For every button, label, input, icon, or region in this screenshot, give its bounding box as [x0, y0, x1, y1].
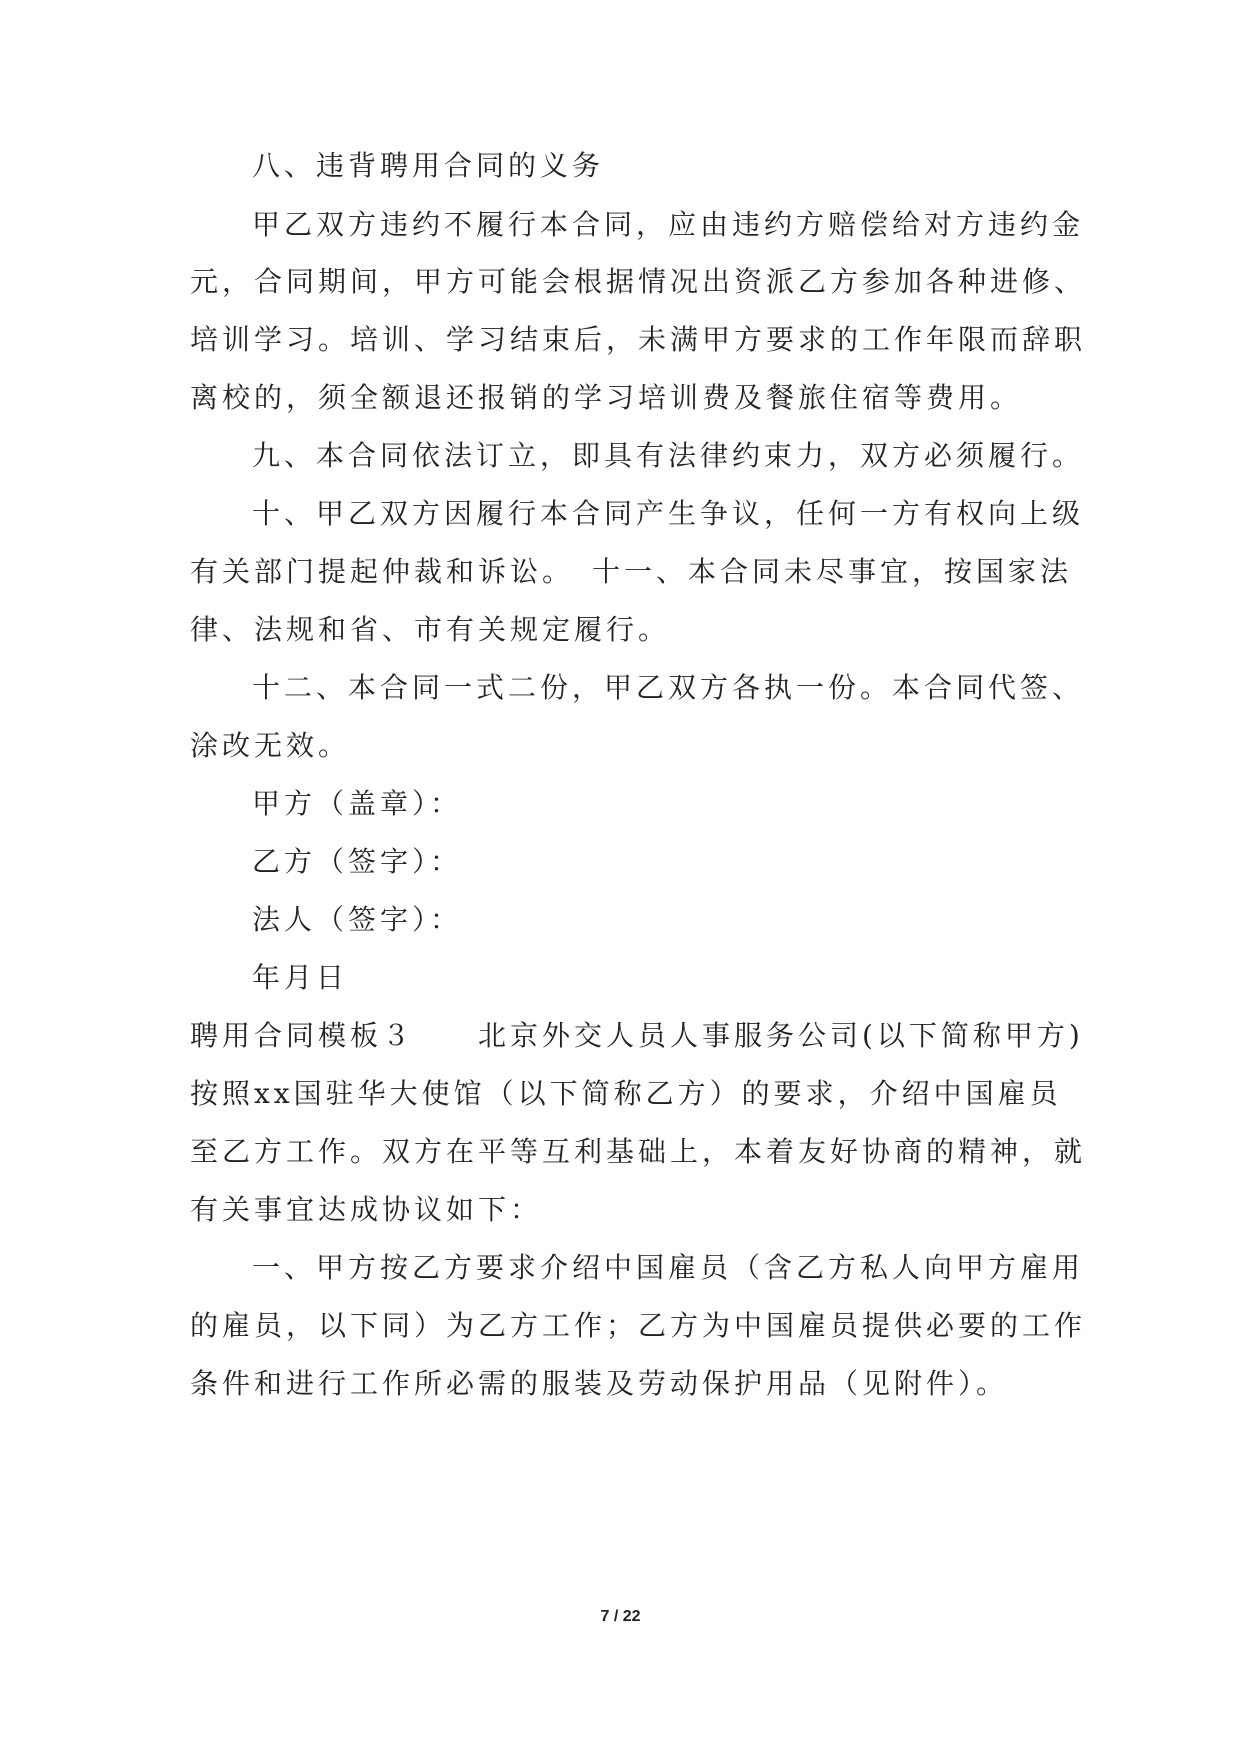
- paragraph-line: 的雇员，以下同）为乙方工作；乙方为中国雇员提供必要的工作: [190, 1309, 1087, 1342]
- paragraph-line: 至乙方工作。双方在平等互利基础上，本着友好协商的精神，就: [190, 1135, 1087, 1168]
- paragraph-line: 甲乙双方违约不履行本合同，应由违约方赔偿给对方违约金: [252, 208, 1085, 241]
- date-line: 年月日: [252, 961, 349, 994]
- paragraph-line: 有关事宜达成协议如下：: [190, 1193, 543, 1226]
- clause-9: 九、本合同依法订立，即具有法律约束力，双方必须履行。: [252, 439, 1085, 472]
- paragraph-line: 离校的，须全额退还报销的学习培训费及餐旅住宿等费用。: [190, 381, 1023, 414]
- paragraph-line: 涂改无效。: [190, 729, 351, 762]
- paragraph-line: 条件和进行工作所必需的服装及劳动保护用品（见附件）。: [190, 1367, 1009, 1400]
- paragraph-line: 律、法规和省、市有关规定履行。: [190, 613, 671, 646]
- page-number: 7 / 22: [600, 1608, 641, 1625]
- clause-10: 十、甲乙双方因履行本合同产生争议，任何一方有权向上级: [252, 497, 1085, 530]
- party-b-signature-line: 乙方（签字）：: [252, 845, 463, 878]
- legal-rep-signature-line: 法人（签字）：: [252, 903, 463, 936]
- section-heading-8: 八、违背聘用合同的义务: [252, 149, 605, 182]
- paragraph-line: 有关部门提起仲裁和诉讼。 十一、本合同未尽事宜，按国家法: [190, 555, 1073, 588]
- paragraph-line: 按照xx国驻华大使馆（以下简称乙方）的要求，介绍中国雇员: [190, 1077, 1062, 1110]
- clause-12: 十二、本合同一式二份，甲乙双方各执一份。本合同代签、: [252, 671, 1085, 704]
- party-a-seal-line: 甲方（盖章）：: [252, 787, 463, 820]
- clause-1: 一、甲方按乙方要求介绍中国雇员（含乙方私人向甲方雇用: [252, 1251, 1085, 1284]
- paragraph-line: 培训学习。培训、学习结束后，未满甲方要求的工作年限而辞职: [190, 323, 1087, 356]
- template-3-heading: 聘用合同模板３ 北京外交人员人事服务公司(以下简称甲方): [190, 1019, 1084, 1052]
- paragraph-line: 元，合同期间，甲方可能会根据情况出资派乙方参加各种进修、: [190, 265, 1087, 298]
